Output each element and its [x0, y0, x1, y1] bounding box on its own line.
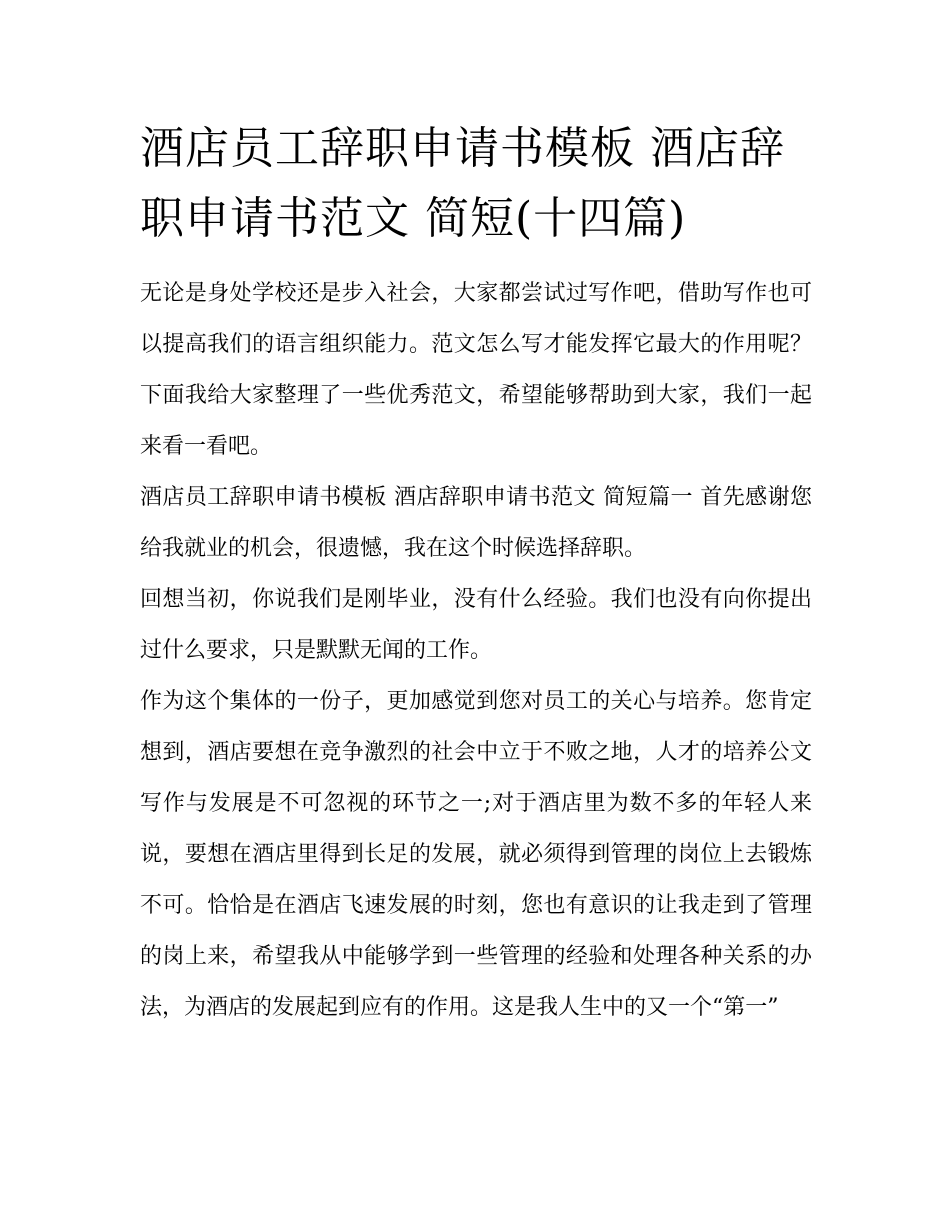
document-body	[140, 114, 812, 1033]
paragraph-intro: 无论是身处学校还是步入社会，大家都尝试过写作吧，借助写作也可以提高我们的语言组织能力。范文怎么写才能发挥它最大的作用呢？下面我给大家整理了一些优秀范文，希望能够帮助到大家，我们一起来看一看吧。	[140, 281, 812, 459]
document-title: 酒店员工辞职申请书模板 酒店辞职申请书范文 简短(十四篇)	[140, 123, 785, 244]
paragraph-recollection: 回想当初，你说我们是刚毕业，没有什么经验。我们也没有向你提出过什么要求，只是默默无闻的工作。	[140, 587, 812, 663]
paragraph-gratitude: 作为这个集体的一份子，更加感觉到您对员工的关心与培养。您肯定想到，酒店要想在竞争激烈的社会中立于不败之地，人才的培养公文写作与发展是不可忽视的环节之一;对于酒店里为数不多的年轻人来说，要想在酒店里得到长足的发展，就必须得到管理的岗位上去锻炼不可。恰恰是在酒店飞速发展的时刻，您也有意识的让我走到了管理的岗上来，希望我从中能够学到一些管理的经验和处理各种关系的办法，为酒店的发展起到应有的作用。这是我人生中的又一个“第一”	[140, 689, 812, 1020]
paragraph-opening: 酒店员工辞职申请书模板 酒店辞职申请书范文 简短篇一 首先感谢您给我就业的机会，很遗憾，我在这个时候选择辞职。	[140, 485, 812, 561]
